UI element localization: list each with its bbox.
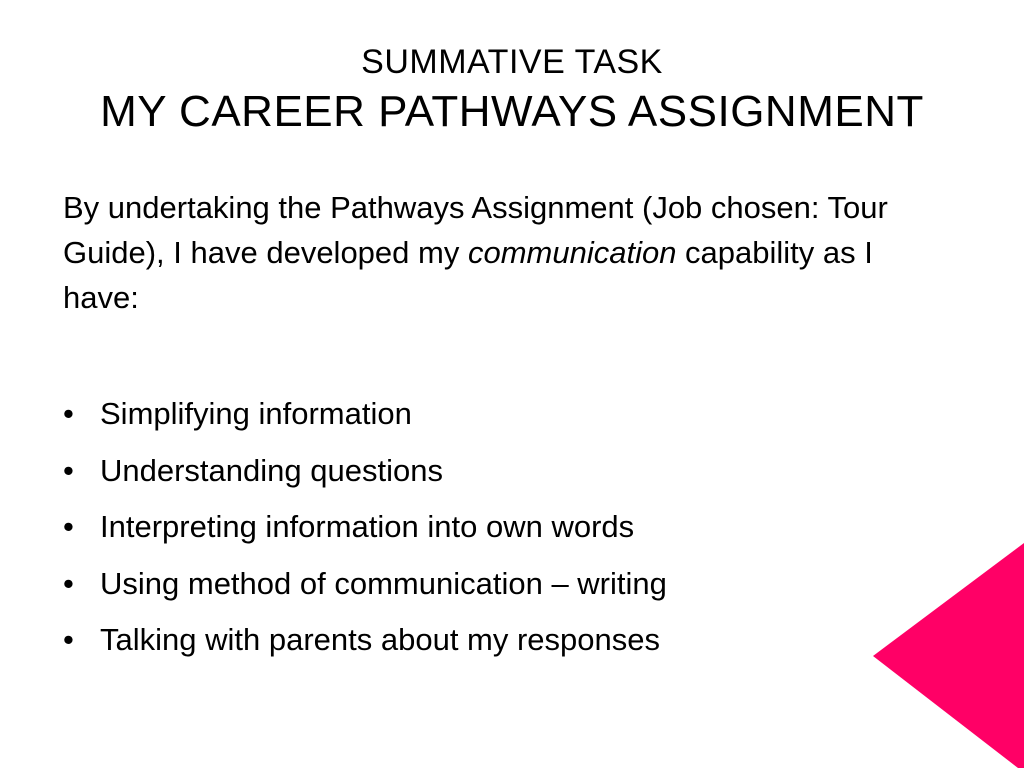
bullet-icon: •: [63, 622, 74, 657]
slide-body: [63, 185, 943, 669]
bullet-icon: •: [63, 565, 74, 601]
bullet-list: [63, 386, 943, 669]
title-line-summative: SUMMATIVE TASK: [361, 43, 663, 81]
bullet-item: [63, 556, 943, 613]
bullet-item: [63, 499, 943, 556]
bullet-text: Understanding questions: [100, 452, 443, 488]
bullet-text: Using method of communication – writing: [100, 565, 667, 601]
intro-emphasis: communication: [467, 235, 677, 270]
bullet-text: Interpreting information into own words: [100, 509, 635, 544]
bullet-text: Talking with parents about my responses: [100, 622, 661, 657]
intro-paragraph: [63, 185, 943, 320]
bullet-item: [63, 443, 943, 500]
bullet-icon: •: [63, 396, 74, 431]
bullet-text: Simplifying information: [100, 396, 412, 431]
slide-title: [0, 40, 1024, 140]
bullet-icon: •: [63, 509, 74, 544]
bullet-item: [63, 386, 943, 443]
bullet-item: [63, 612, 943, 669]
bullet-icon: •: [63, 452, 74, 488]
title-line-assignment: MY CAREER PATHWAYS ASSIGNMENT: [100, 87, 924, 136]
intro-text-part2: capability as I have:: [63, 235, 873, 315]
intro-text-part1: By undertaking the Pathways Assignment (Job chosen: Tour Guide), I have developed my: [63, 190, 888, 270]
